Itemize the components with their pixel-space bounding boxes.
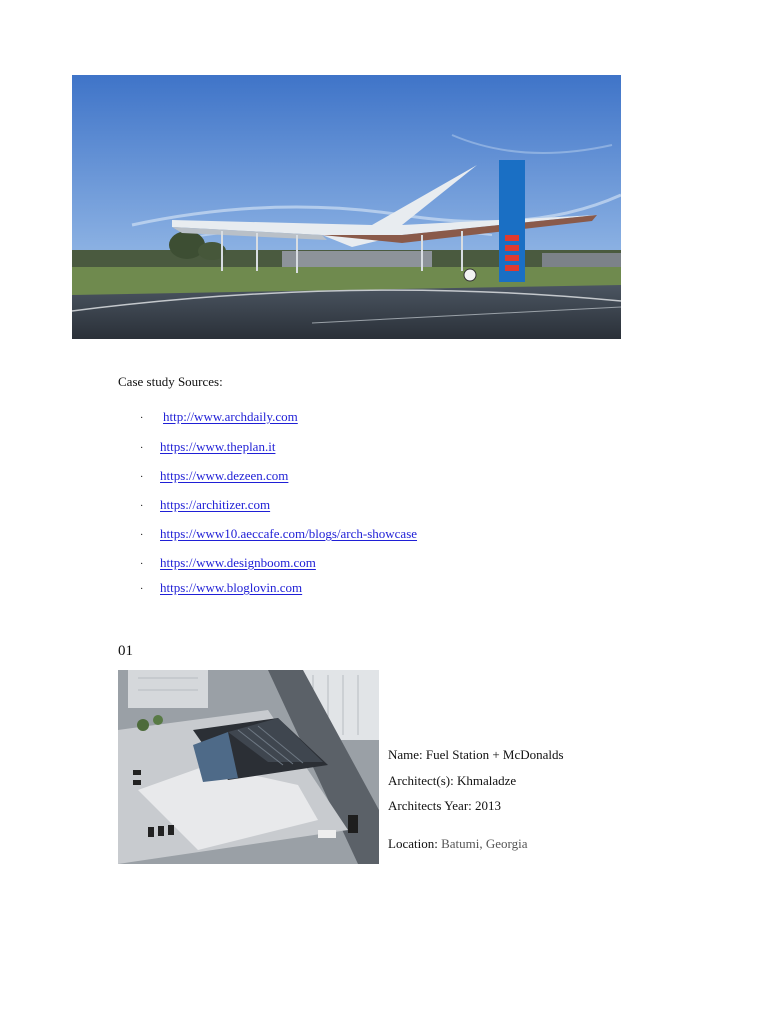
list-item	[140, 468, 288, 484]
source-link-theplan[interactable]: https://www.theplan.it	[160, 439, 276, 454]
list-item	[140, 409, 298, 425]
list-item	[140, 439, 275, 455]
hero-photo	[72, 75, 621, 339]
source-link-aeccafe[interactable]: https://www10.aeccafe.com/blogs/arch-showcase	[160, 526, 418, 541]
source-link-architizer[interactable]: https://architizer.com	[160, 497, 271, 512]
bullet-icon: ·	[140, 530, 144, 541]
location-label: Location:	[388, 836, 438, 851]
list-item	[140, 580, 302, 596]
source-link-designboom[interactable]: https://www.designboom.com	[160, 555, 316, 570]
bullet-icon: ·	[140, 472, 144, 483]
case-location	[388, 836, 528, 852]
case-name: Name: Fuel Station + McDonalds	[388, 747, 564, 762]
bullet-icon: ·	[140, 584, 144, 595]
case-study-photo	[118, 670, 379, 864]
list-item	[140, 526, 417, 542]
list-item	[140, 497, 270, 513]
list-item	[140, 555, 316, 571]
source-link-bloglovin[interactable]: https://www.bloglovin.com	[160, 580, 303, 595]
case-number: 01	[118, 643, 133, 659]
bullet-icon: ·	[140, 559, 144, 570]
case-architects: Architect(s): Khmaladze	[388, 773, 517, 788]
bullet-icon: ·	[140, 413, 144, 424]
source-link-archdaily[interactable]: http://www.archdaily.com	[163, 409, 298, 424]
case-year: Architects Year: 2013	[388, 798, 502, 813]
sources-heading: Case study Sources:	[118, 374, 223, 389]
bullet-icon: ·	[140, 443, 144, 454]
aerial-photo	[118, 670, 379, 864]
bullet-icon: ·	[140, 501, 144, 512]
location-value: Batumi, Georgia	[441, 836, 528, 851]
fuel-station-photo	[72, 75, 621, 339]
source-link-dezeen[interactable]: https://www.dezeen.com	[160, 468, 289, 483]
